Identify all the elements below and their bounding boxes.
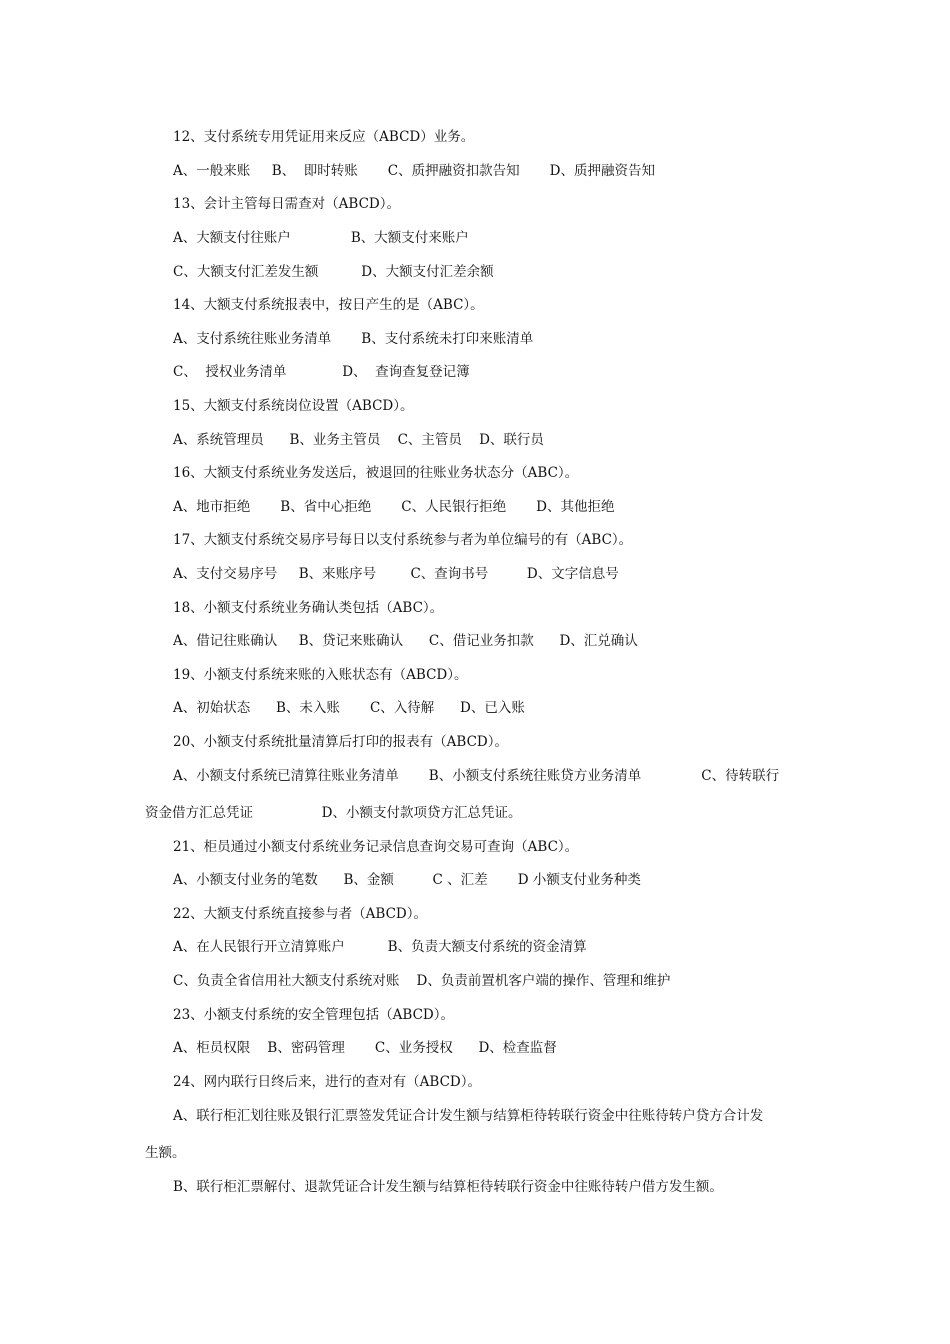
question-22-options-ab: A、在人民银行开立清算账户 B、负责大额支付系统的资金清算 [173,939,587,955]
question-21: 21、柜员通过小额支付系统业务记录信息查询交易可查询（ABC）。 [173,839,579,855]
question-14: 14、大额支付系统报表中，按日产生的是（ABC）。 [173,297,484,313]
question-14-options-ab: A、支付系统往账业务清单 B、支付系统未打印来账清单 [173,331,534,347]
question-14-options-cd: C、 授权业务清单 D、 查询查复登记簿 [173,364,470,380]
question-18: 18、小额支付系统业务确认类包括（ABC）。 [173,600,444,616]
question-15: 15、大额支付系统岗位设置（ABCD）。 [173,398,414,414]
question-22: 22、大额支付系统直接参与者（ABCD）。 [173,906,428,922]
question-22-options-cd: C、负责全省信用社大额支付系统对账 D、负责前置机客户端的操作、管理和维护 [173,973,671,989]
question-20-options-line1: A、小额支付系统已清算往账业务清单 B、小额支付系统往账贷方业务清单 C、待转联行 [173,768,780,784]
question-19-options: A、初始状态 B、未入账 C、入待解 D、已入账 [173,700,525,716]
question-23-options: A、柜员权限 B、密码管理 C、业务授权 D、检查监督 [173,1040,557,1056]
question-12: 12、支付系统专用凭证用来反应（ABCD）业务。 [173,129,475,145]
question-23: 23、小额支付系统的安全管理包括（ABCD）。 [173,1007,455,1023]
question-18-options: A、借记往账确认 B、贷记来账确认 C、借记业务扣款 D、汇兑确认 [173,633,638,649]
question-13-options-cd: C、大额支付汇差发生额 D、大额支付汇差余额 [173,264,494,280]
question-21-options: A、小额支付业务的笔数 B、金额 C 、汇差 D 小额支付业务种类 [173,872,641,888]
question-17-options: A、支付交易序号 B、来账序号 C、查询书号 D、文字信息号 [173,566,619,582]
question-17: 17、大额支付系统交易序号每日以支付系统参与者为单位编号的有（ABC）。 [173,532,633,548]
question-13-options-ab: A、大额支付往账户 B、大额支付来账户 [173,230,469,246]
question-13: 13、会计主管每日需查对（ABCD）。 [173,196,401,212]
question-24-option-b: B、联行柜汇票解付、退款凭证合计发生额与结算柜待转联行资金中往账待转户借方发生额。 [173,1179,723,1195]
question-16-options: A、地市拒绝 B、省中心拒绝 C、人民银行拒绝 D、其他拒绝 [173,499,615,515]
question-19: 19、小额支付系统来账的入账状态有（ABCD）。 [173,667,468,683]
question-15-options: A、系统管理员 B、业务主管员 C、主管员 D、联行员 [173,432,544,448]
question-20-options-line2: 资金借方汇总凭证 D、小额支付款项贷方汇总凭证。 [145,805,522,821]
question-20: 20、小额支付系统批量清算后打印的报表有（ABCD）。 [173,734,509,750]
question-12-options: A、一般来账 B、 即时转账 C、质押融资扣款告知 D、质押融资告知 [173,163,655,179]
question-24-option-a-line1: A、联行柜汇划往账及银行汇票签发凭证合计发生额与结算柜待转联行资金中往账待转户贷方合计发 [173,1108,764,1124]
question-16: 16、大额支付系统业务发送后，被退回的往账业务状态分（ABC）。 [173,465,579,481]
question-24-option-a-line2: 生额。 [145,1145,186,1161]
question-24: 24、网内联行日终后来，进行的查对有（ABCD）。 [173,1074,482,1090]
